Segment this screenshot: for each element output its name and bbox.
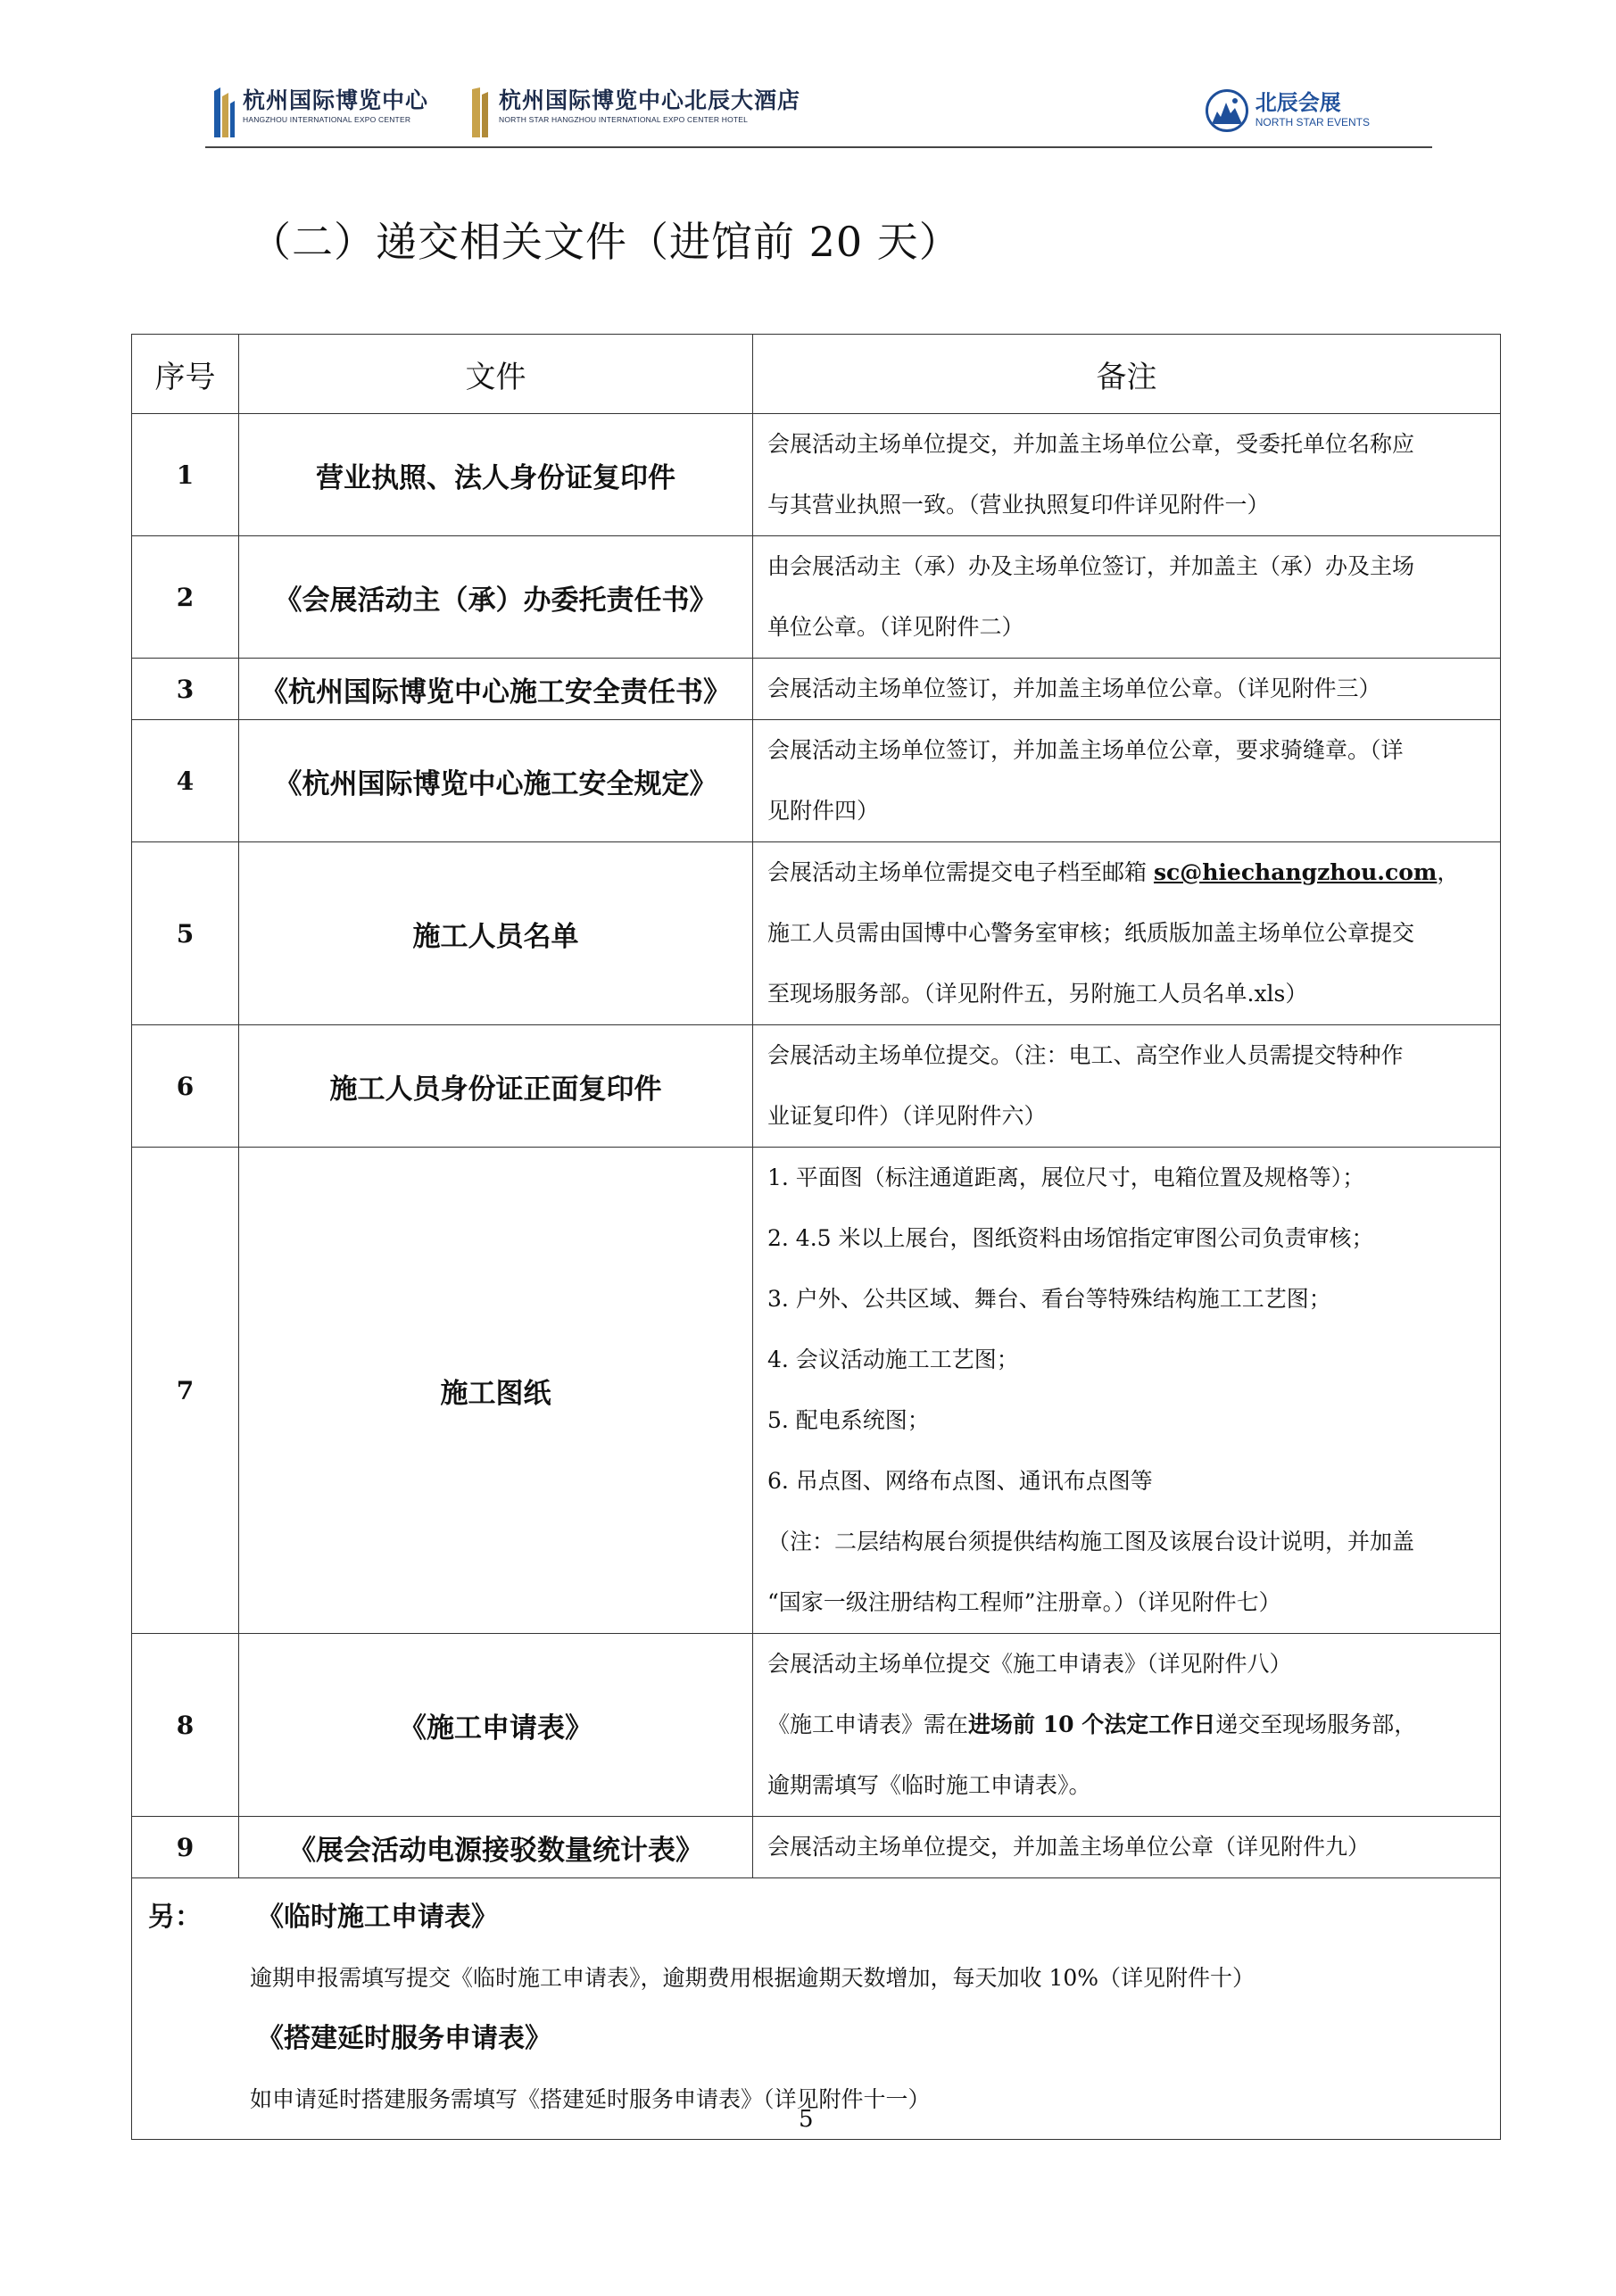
table-row <box>132 414 1501 536</box>
row-file: 施工图纸 <box>239 1148 753 1634</box>
note-line: “国家一级注册结构工程师”注册章。）（详见附件七） <box>767 1589 1281 1615</box>
note-text: 《施工申请表》需在 <box>767 1712 969 1737</box>
logo1-chinese: 杭州国际博览中心 <box>243 87 429 113</box>
extra-item2-title: 《搭建延时服务申请表》 <box>257 2023 551 2054</box>
section-title: （二）递交相关文件（进馆前 20 天） <box>250 218 961 266</box>
email-link[interactable]: sc@hiechangzhou.com <box>1153 859 1438 885</box>
note-line: 由会展活动主（承）办及主场单位签订，并加盖主（承）办及主场 <box>767 553 1415 579</box>
row-note <box>753 536 1501 659</box>
row-note <box>753 659 1501 720</box>
row-note <box>753 1634 1501 1817</box>
north-star-events-logo <box>1206 89 1370 132</box>
row-number: 6 <box>132 1025 239 1148</box>
note-line: 逾期需填写《临时施工申请表》。 <box>767 1772 1091 1798</box>
row-file: 《杭州国际博览中心施工安全责任书》 <box>239 659 753 720</box>
note-line: 2. 4.5 米以上展台，图纸资料由场馆指定审图公司负责审核； <box>767 1225 1374 1251</box>
note-text: 递交至现场服务部， <box>1215 1712 1417 1737</box>
logo1-english: HANGZHOU INTERNATIONAL EXPO CENTER <box>243 115 411 124</box>
table-row <box>132 842 1501 1025</box>
note-text: ， <box>1437 859 1460 885</box>
note-line: 会展活动主场单位签订，并加盖主场单位公章。（详见附件三） <box>767 676 1381 701</box>
row-number: 7 <box>132 1148 239 1634</box>
table-row <box>132 1148 1501 1634</box>
row-note <box>753 720 1501 842</box>
header-file: 文件 <box>239 335 753 414</box>
row-number: 1 <box>132 414 239 536</box>
note-line: 6. 吊点图、网络布点图、通讯布点图等 <box>767 1468 1153 1494</box>
note-line: 见附件四） <box>767 798 880 824</box>
note-line: 会展活动主场单位提交，并加盖主场单位公章，受委托单位名称应 <box>767 431 1415 457</box>
row-number: 2 <box>132 536 239 659</box>
row-note <box>753 1817 1501 1878</box>
header-note: 备注 <box>753 335 1501 414</box>
note-text: 会展活动主场单位需提交电子档至邮箱 <box>767 859 1154 885</box>
note-line: （注：二层结构展台须提供结构施工图及该展台设计说明，并加盖 <box>767 1529 1415 1554</box>
table-row <box>132 1025 1501 1148</box>
logo2-chinese: 杭州国际博览中心北辰大酒店 <box>499 87 801 113</box>
row-number: 5 <box>132 842 239 1025</box>
table-row <box>132 1817 1501 1878</box>
row-file: 施工人员身份证正面复印件 <box>239 1025 753 1148</box>
page-number: 5 <box>799 2106 814 2133</box>
note-line: 会展活动主场单位提交《施工申请表》（详见附件八） <box>767 1651 1292 1677</box>
logo3-chinese: 北辰会展 <box>1255 90 1341 115</box>
globe-skyline-icon <box>1206 89 1248 132</box>
row-file: 《会展活动主（承）办委托责任书》 <box>239 536 753 659</box>
row-file: 《展会活动电源接驳数量统计表》 <box>239 1817 753 1878</box>
row-number: 9 <box>132 1817 239 1878</box>
expo-tower-icon <box>212 87 236 137</box>
note-line: 1. 平面图（标注通道距离，展位尺寸，电箱位置及规格等）； <box>767 1165 1365 1190</box>
extra-item1-text: 逾期申报需填写提交《临时施工申请表》，逾期费用根据逾期天数增加，每天加收 10%（详见附件十） <box>250 1965 1256 1991</box>
row-number: 8 <box>132 1634 239 1817</box>
note-line: 5. 配电系统图； <box>767 1407 930 1433</box>
note-line: 会展活动主场单位提交。（注：电工、高空作业人员需提交特种作 <box>767 1042 1404 1068</box>
documents-table <box>131 334 1501 2140</box>
deadline-emphasis: 进场前 10 个法定工作日 <box>968 1712 1216 1737</box>
note-line <box>767 1695 1486 1755</box>
logo3-english: NORTH STAR EVENTS <box>1255 116 1370 128</box>
row-number: 3 <box>132 659 239 720</box>
note-line: 单位公章。（详见附件二） <box>767 614 1024 640</box>
row-file: 营业执照、法人身份证复印件 <box>239 414 753 536</box>
row-number: 4 <box>132 720 239 842</box>
additional-notes-row <box>132 1878 1501 2140</box>
extra-item2-text: 如申请延时搭建服务需填写《搭建延时服务申请表》（详见附件十一） <box>250 2086 931 2112</box>
additional-notes <box>132 1878 1501 2140</box>
extra-item1-title: 《临时施工申请表》 <box>257 1902 498 1933</box>
header-no: 序号 <box>132 335 239 414</box>
note-line: 4. 会议活动施工工艺图； <box>767 1347 1019 1372</box>
table-row <box>132 659 1501 720</box>
table-row <box>132 536 1501 659</box>
north-star-hotel-logo <box>468 87 800 137</box>
row-file: 《杭州国际博览中心施工安全规定》 <box>239 720 753 842</box>
extra-item1-heading <box>132 1887 1500 1948</box>
note-line: 与其营业执照一致。（营业执照复印件详见附件一） <box>767 492 1270 518</box>
note-line: 至现场服务部。（详见附件五，另附施工人员名单.xls） <box>767 981 1308 1007</box>
row-note <box>753 414 1501 536</box>
row-note <box>753 842 1501 1025</box>
hangzhou-expo-center-logo <box>212 87 428 137</box>
row-file: 施工人员名单 <box>239 842 753 1025</box>
row-file: 《施工申请表》 <box>239 1634 753 1817</box>
table-header-row <box>132 335 1501 414</box>
extra-label: 另： <box>148 1902 202 1933</box>
table-row <box>132 1634 1501 1817</box>
note-line: 会展活动主场单位签订，并加盖主场单位公章，要求骑缝章。（详 <box>767 737 1404 763</box>
hotel-tower-icon <box>468 87 492 137</box>
page-header <box>205 82 1432 148</box>
note-line: 业证复印件）（详见附件六） <box>767 1103 1047 1129</box>
note-line <box>767 842 1486 903</box>
logo2-english: NORTH STAR HANGZHOU INTERNATIONAL EXPO CENTER HOTEL <box>499 115 749 124</box>
row-note <box>753 1025 1501 1148</box>
note-line: 会展活动主场单位提交，并加盖主场单位公章（详见附件九） <box>767 1834 1371 1860</box>
note-line: 施工人员需由国博中心警务室审核；纸质版加盖主场单位公章提交 <box>767 920 1415 946</box>
row-note <box>753 1148 1501 1634</box>
table-row <box>132 720 1501 842</box>
note-line: 3. 户外、公共区域、舞台、看台等特殊结构施工工艺图； <box>767 1286 1331 1312</box>
